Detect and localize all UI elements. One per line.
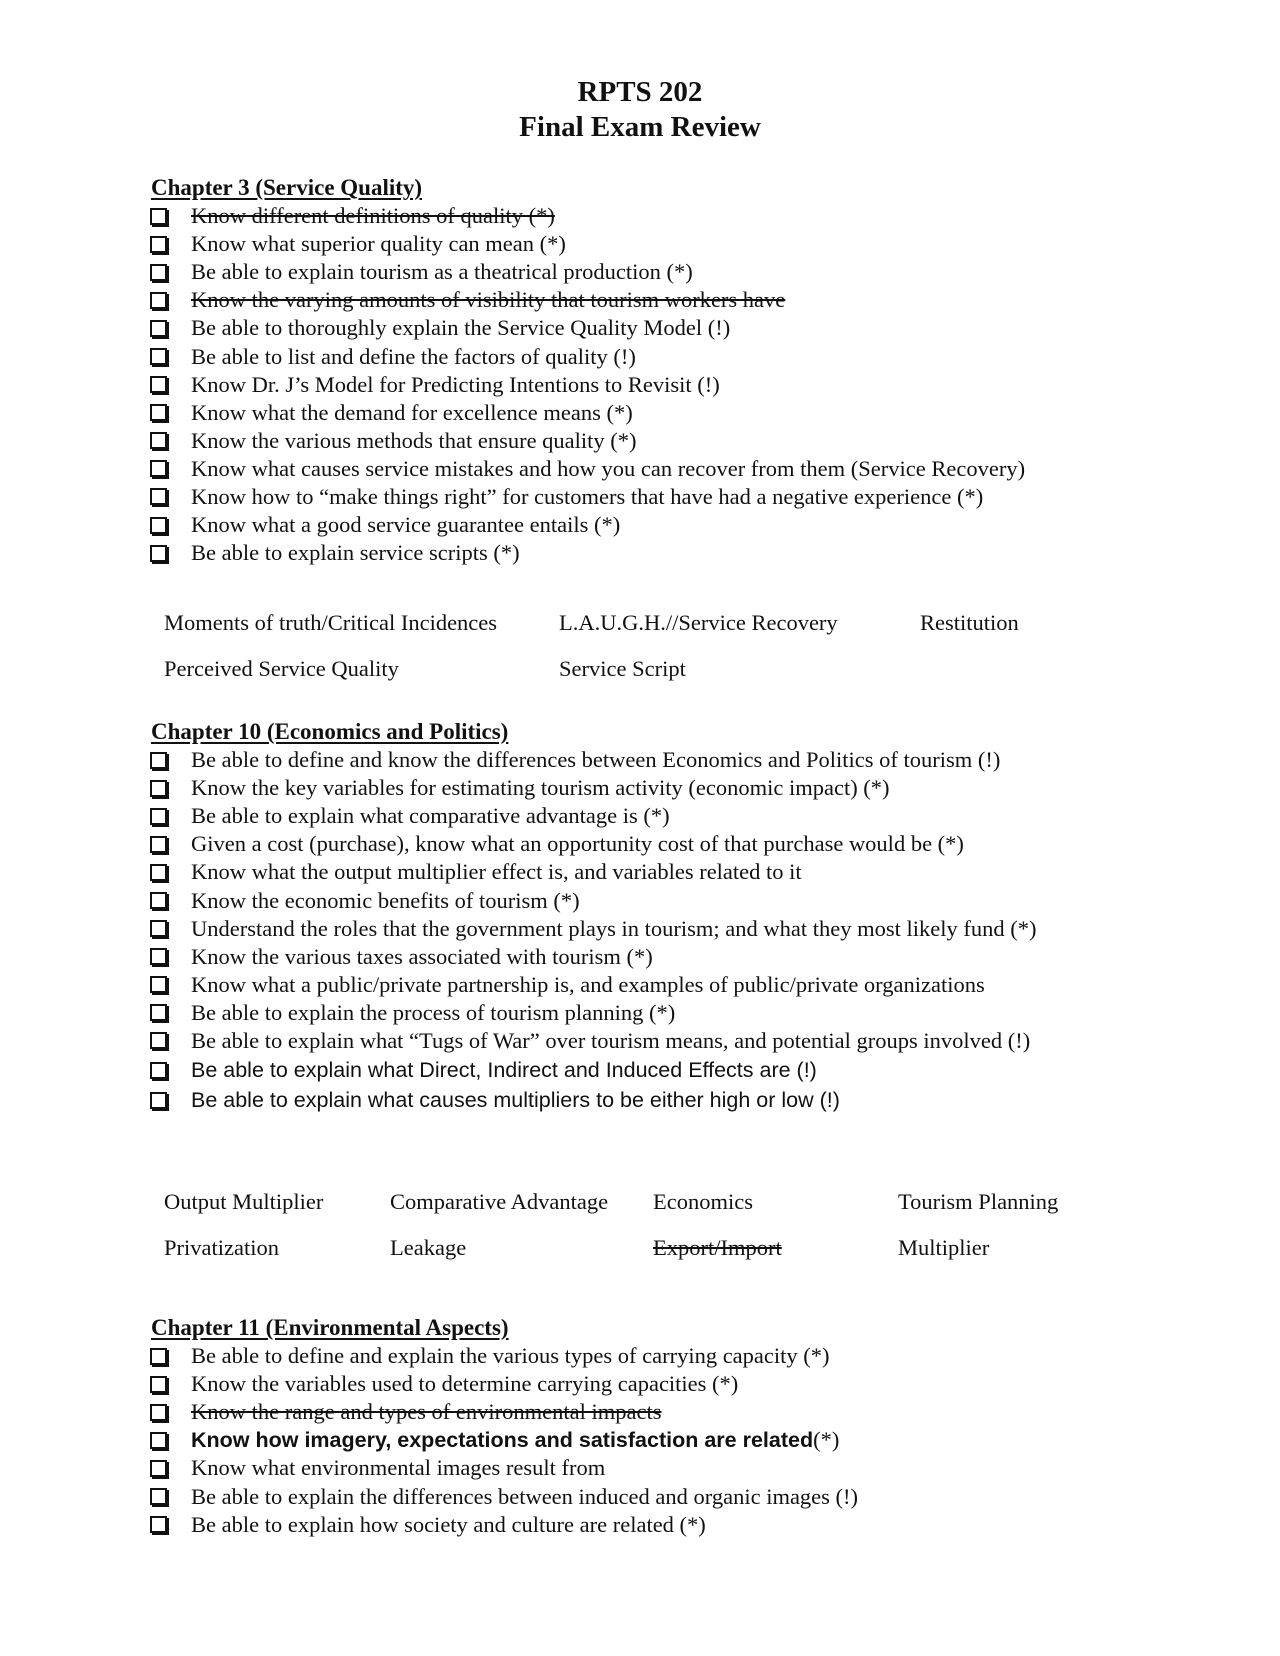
term: Privatization	[164, 1235, 279, 1260]
checkbox-icon	[150, 1516, 167, 1533]
checkbox-icon	[150, 780, 167, 797]
term: L.A.U.G.H.//Service Recovery	[559, 610, 838, 635]
chapter-11-heading: Chapter 11 (Environmental Aspects)	[151, 1315, 509, 1340]
list-item: Know what causes service mistakes and how you can recover from them (Service Recovery)	[148, 455, 1025, 483]
list-item: Know the key variables for estimating tourism activity (economic impact) (*)	[148, 774, 1036, 802]
term: Service Script	[559, 656, 686, 681]
list-item: Be able to explain what Direct, Indirect and Induced Effects are (!)	[148, 1055, 1036, 1086]
list-item: Know the various methods that ensure quality (*)	[148, 427, 1025, 455]
list-item: Be able to explain what comparative advantage is (*)	[148, 802, 1036, 830]
list-item: Know what the output multiplier effect is, and variables related to it	[148, 858, 1036, 886]
list-item: Be able to explain how society and culture are related (*)	[148, 1511, 858, 1539]
list-item: Be able to explain tourism as a theatrical production (*)	[148, 258, 1025, 286]
checkbox-icon	[150, 1376, 167, 1393]
list-item: Know how imagery, expectations and satisfaction are related (*)	[148, 1426, 858, 1454]
term: Export/Import	[653, 1235, 782, 1260]
list-item: Know the variables used to determine carrying capacities (*)	[148, 1370, 858, 1398]
checkbox-icon	[150, 1032, 167, 1049]
checkbox-icon	[150, 488, 167, 505]
list-item: Know the range and types of environmental impacts	[148, 1398, 858, 1426]
checkbox-icon	[150, 376, 167, 393]
checkbox-icon	[150, 236, 167, 253]
list-item: Know how to “make things right” for customers that have had a negative experience (*)	[148, 483, 1025, 511]
checkbox-icon	[150, 920, 167, 937]
checkbox-icon	[150, 432, 167, 449]
list-item: Know different definitions of quality (*)	[148, 202, 1025, 230]
list-item: Know the varying amounts of visibility that tourism workers have	[148, 286, 1025, 314]
list-item: Know what the demand for excellence means (*)	[148, 399, 1025, 427]
checkbox-icon	[150, 292, 167, 309]
list-item: Be able to define and know the differences between Economics and Politics of tourism (!)	[148, 746, 1036, 774]
term: Tourism Planning	[898, 1189, 1059, 1214]
list-item: Know Dr. J’s Model for Predicting Intentions to Revisit (!)	[148, 371, 1025, 399]
chapter-11-list	[148, 1342, 858, 1539]
checkbox-icon	[150, 1092, 167, 1109]
checkbox-icon	[150, 892, 167, 909]
checkbox-icon	[150, 1062, 167, 1079]
checkbox-icon	[150, 836, 167, 853]
checkbox-icon	[150, 517, 167, 534]
chapter-3-list	[148, 202, 1025, 567]
list-item: Know the various taxes associated with tourism (*)	[148, 943, 1036, 971]
chapter-10-heading: Chapter 10 (Economics and Politics)	[151, 719, 509, 744]
checkbox-icon	[150, 1432, 167, 1449]
checkbox-icon	[150, 404, 167, 421]
checkbox-icon	[150, 1348, 167, 1365]
list-item: Be able to explain service scripts (*)	[148, 539, 1025, 567]
term: Leakage	[390, 1235, 467, 1260]
list-item: Know what superior quality can mean (*)	[148, 230, 1025, 258]
term: Output Multiplier	[164, 1189, 324, 1214]
chapter-10-list	[148, 746, 1036, 1116]
checkbox-icon	[150, 348, 167, 365]
checkbox-icon	[150, 208, 167, 225]
list-item: Be able to thoroughly explain the Service Quality Model (!)	[148, 314, 1025, 342]
checkbox-icon	[150, 1404, 167, 1421]
list-item: Be able to explain what “Tugs of War” over tourism means, and potential groups involved (!)	[148, 1027, 1036, 1055]
course-title: RPTS 202	[577, 76, 703, 108]
list-item: Be able to define and explain the various types of carrying capacity (*)	[148, 1342, 858, 1370]
list-item: Understand the roles that the government plays in tourism; and what they most likely fund (*)	[148, 915, 1036, 943]
term: Restitution	[920, 610, 1019, 635]
list-item: Be able to list and define the factors of quality (!)	[148, 342, 1025, 370]
term: Economics	[653, 1189, 753, 1214]
checkbox-icon	[150, 1004, 167, 1021]
list-item: Know what environmental images result from	[148, 1454, 858, 1482]
list-item: Given a cost (purchase), know what an opportunity cost of that purchase would be (*)	[148, 830, 1036, 858]
checkbox-icon	[150, 460, 167, 477]
list-item: Know the economic benefits of tourism (*)	[148, 886, 1036, 914]
page-title: Final Exam Review	[519, 111, 761, 143]
checkbox-icon	[150, 808, 167, 825]
checkbox-icon	[150, 1488, 167, 1505]
list-item: Be able to explain the process of tourism planning (*)	[148, 999, 1036, 1027]
chapter-3-heading: Chapter 3 (Service Quality)	[151, 175, 423, 200]
list-item: Know what a good service guarantee entails (*)	[148, 511, 1025, 539]
term: Perceived Service Quality	[164, 656, 399, 681]
checkbox-icon	[150, 976, 167, 993]
checkbox-icon	[150, 752, 167, 769]
term: Moments of truth/Critical Incidences	[164, 610, 498, 635]
list-item: Be able to explain the differences between induced and organic images (!)	[148, 1482, 858, 1510]
checkbox-icon	[150, 948, 167, 965]
checkbox-icon	[150, 264, 167, 281]
term: Multiplier	[898, 1235, 990, 1260]
term: Comparative Advantage	[390, 1189, 609, 1214]
checkbox-icon	[150, 1460, 167, 1477]
checkbox-icon	[150, 864, 167, 881]
checkbox-icon	[150, 320, 167, 337]
list-item: Know what a public/private partnership is, and examples of public/private organizations	[148, 971, 1036, 999]
checkbox-icon	[150, 545, 167, 562]
list-item: Be able to explain what causes multipliers to be either high or low (!)	[148, 1086, 1036, 1117]
